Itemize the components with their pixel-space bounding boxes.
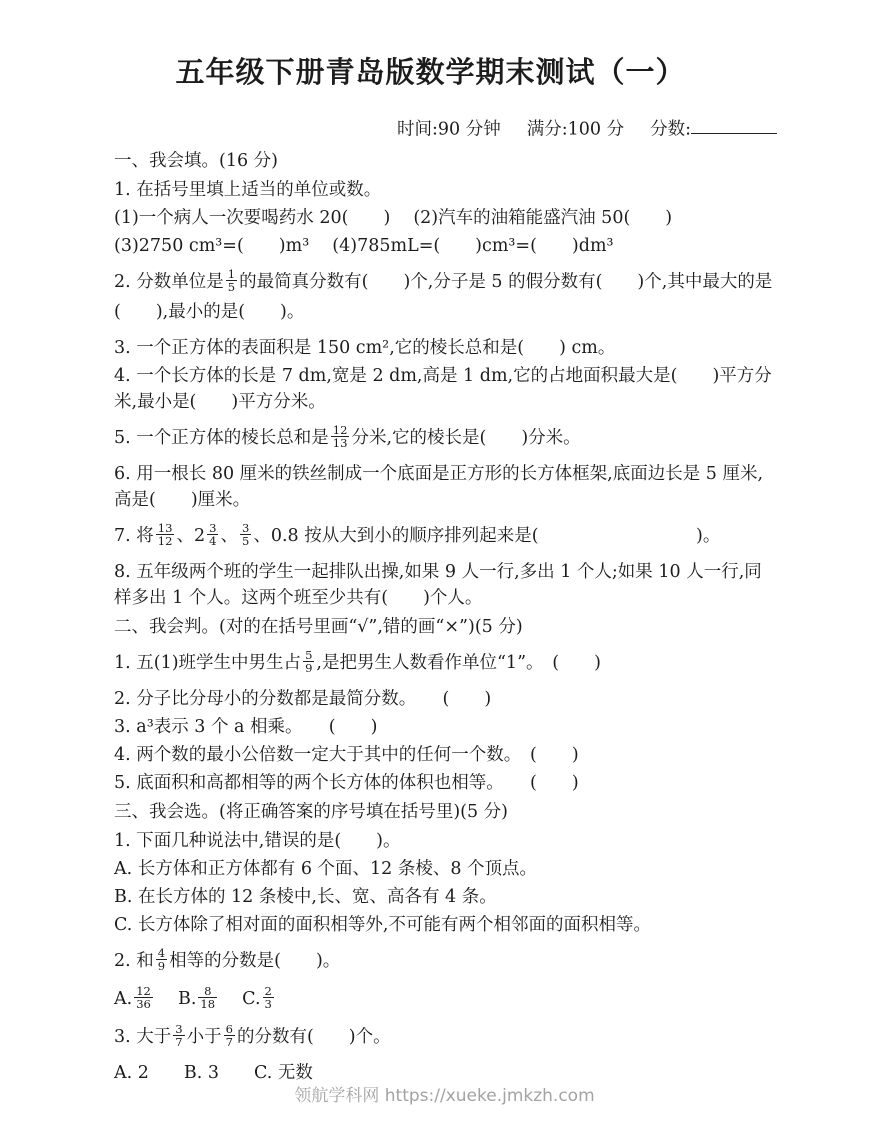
sec3-question-1-option-c: C. 长方体除了相对面的面积相等外,不可能有两个相邻面的面积相等。: [114, 915, 651, 936]
sec3-question-1-option-a: A. 长方体和正方体都有 6 个面、12 条棱、8 个顶点。: [114, 859, 538, 880]
sec1-question-4: 4. 一个长方体的长是 7 dm,宽是 2 dm,高是 1 dm,它的占地面积最大是( )平方分米,最小是( )平方分米。: [114, 366, 772, 413]
sec1-question-1-sub2: (3)2750 cm³=( )m³ (4)785mL=( )cm³=( )dm³: [114, 236, 614, 257]
score-label: 分数:: [650, 119, 691, 140]
sec3-question-1-option-b: B. 在长方体的 12 条棱中,长、宽、高各有 4 条。: [114, 887, 497, 908]
sec3-question-3-options: A. 2 B. 3 C. 无数: [114, 1063, 313, 1084]
sec1-question-7: 7. 将 $\frac{13}{12}$ 、2 $\frac{3}{4}$ 、 $\frac{3}{5}$ 、0.8 按从大到小的顺序排列起来是( )。: [114, 520, 721, 549]
section-3-heading: 三、我会选。(将正确答案的序号填在括号里)(5 分): [114, 802, 509, 823]
sec1-question-3: 3. 一个正方体的表面积是 150 cm²,它的棱长总和是( ) cm。: [114, 338, 616, 359]
section-1-fill-in: [114, 148, 777, 611]
sec2-question-2: 2. 分子比分母小的分数都是最简分数。 ( ): [114, 689, 492, 710]
exam-info-line: [114, 115, 777, 140]
watermark-footer: 领航学科网 https://xueke.jmkzh.com: [294, 1086, 595, 1106]
fraction: $\frac{4}{9}$: [157, 945, 166, 974]
sec1-question-1-stem: 1. 在括号里填上适当的单位或数。: [114, 180, 382, 201]
sec1-question-1-sub1: (1)一个病人一次要喝药水 20( ) (2)汽车的油箱能盛汽油 50( ): [114, 208, 673, 229]
fraction: $\frac{12}{13}$: [332, 422, 348, 451]
section-3-multiple-choice: [114, 799, 777, 1086]
full-score-label: 满分:100 分: [526, 119, 625, 140]
sec1-question-8: 8. 五年级两个班的学生一起排队出操,如果 9 人一行,多出 1 个人;如果 10 人一行,同样多出 1 个人。这两个班至少共有( )个人。: [114, 562, 762, 609]
fraction: $\frac{3}{5}$: [241, 520, 250, 549]
fraction: $\frac{3}{4}$: [209, 520, 217, 549]
sec3-question-2-options: A. $\frac{12}{36}$ B. $\frac{8}{18}$ C. $\frac{2}{3}$: [114, 983, 272, 1012]
sec1-question-5: 5. 一个正方体的棱长总和是 $\frac{12}{13}$ 分米,它的棱长是( )分米。: [114, 422, 581, 451]
section-1-heading: 一、我会填。(16 分): [114, 151, 278, 172]
section-2-heading: 二、我会判。(对的在括号里画“√”,错的画“×”)(5 分): [114, 617, 523, 638]
fraction: $\frac{2}{3}$: [264, 983, 272, 1012]
time-label: 时间:90 分钟: [396, 119, 501, 140]
fraction: $\frac{3}{7}$: [175, 1021, 183, 1050]
fraction: $\frac{6}{7}$: [225, 1021, 233, 1050]
fraction: $\frac{8}{18}$: [200, 983, 216, 1012]
fraction: $\frac{1}{5}$: [227, 266, 236, 295]
sec3-question-1: 1. 下面几种说法中,错误的是( )。: [114, 831, 401, 852]
sec2-question-5: 5. 底面积和高都相等的两个长方体的体积也相等。 ( ): [114, 773, 579, 794]
fraction: $\frac{5}{9}$: [305, 647, 313, 676]
fraction: $\frac{13}{12}$: [157, 520, 173, 549]
sec3-question-3: 3. 大于 $\frac{3}{7}$ 小于 $\frac{6}{7}$ 的分数有( )个。: [114, 1021, 391, 1050]
score-blank: [691, 115, 777, 134]
sec2-question-1: 1. 五(1)班学生中男生占 $\frac{5}{9}$ ,是把男生人数看作单位“1”。 ( ): [114, 647, 601, 676]
fraction: $\frac{12}{36}$: [136, 983, 151, 1012]
page-title: 五年级下册青岛版数学期末测试（一）: [175, 55, 686, 89]
sec1-question-6: 6. 用一根长 80 厘米的铁丝制成一个底面是正方形的长方体框架,底面边长是 5 厘米,高是( )厘米。: [114, 464, 764, 511]
section-2-true-false: [114, 614, 777, 796]
sec1-question-2: 2. 分数单位是 $\frac{1}{5}$ 的最简真分数有( )个,分子是 5 的假分数有( )个,其中最大的是( ),最小的是( )。: [114, 266, 773, 323]
sec2-question-3: 3. a³表示 3 个 a 相乘。 ( ): [114, 717, 378, 738]
sec2-question-4: 4. 两个数的最小公倍数一定大于其中的任何一个数。 ( ): [114, 745, 579, 766]
sec3-question-2: 2. 和 $\frac{4}{9}$ 相等的分数是( )。: [114, 945, 341, 974]
